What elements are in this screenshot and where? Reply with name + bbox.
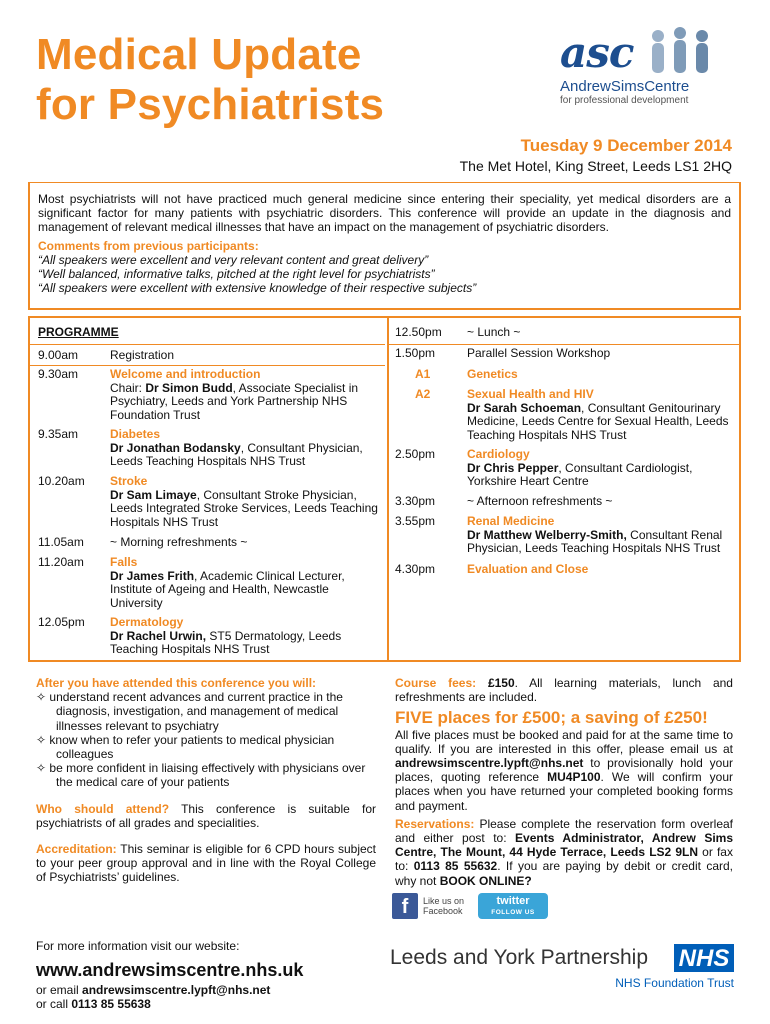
nhs-partnership-name: Leeds and York Partnership (390, 946, 649, 969)
session-speaker: Dr Sarah Schoeman, Consultant Genitourinary Medicine, Leeds Centre for Sexual Health, Leeds Teaching Hospitals NHS Trust (467, 400, 729, 442)
session-speaker: Chair: Dr Simon Budd, Associate Specialist in Psychiatry, Leeds and York Partnership NHS Foundation Trust (110, 380, 359, 422)
social-links (392, 893, 572, 923)
session-title: ~ Morning refreshments ~ (110, 535, 248, 549)
session-time: 10.20am (38, 474, 85, 488)
title-line-2: for Psychiatrists (36, 80, 385, 129)
comment-item: “All speakers were excellent with extensive knowledge of their respective subjects” (38, 281, 477, 296)
contact-phone: or call 0113 85 55638 (36, 997, 151, 1011)
programme-heading: PROGRAMME (38, 325, 119, 339)
comments-title: Comments from previous participants: (38, 238, 259, 253)
intro-box (28, 182, 741, 310)
outcome-item: ✧ be more confident in liaising effectively with physicians over the medical care of your patients (36, 761, 366, 790)
session-title: Dermatology (110, 615, 184, 629)
outcome-item: ✧ know when to refer your patients to medical physician colleagues (36, 732, 335, 762)
nhs-logo (390, 944, 736, 990)
bullet-icon: ✧ (36, 690, 47, 705)
event-date: Tuesday 9 December 2014 (520, 136, 732, 155)
session-title: Evaluation and Close (467, 562, 589, 576)
session-title: Falls (110, 555, 138, 569)
asc-logo-name: AndrewSimsCentre (560, 78, 690, 95)
comment-item: “Well balanced, informative talks, pitched at the right level for psychiatrists” (38, 267, 435, 282)
course-fees: Course fees: £150. All learning materials, lunch and refreshments are included. (395, 676, 733, 705)
session-time: 9.35am (38, 427, 79, 441)
outcome-item: ✧ understand recent advances and current practice in the diagnosis, investigation, and management of medical illnesses relevant to psychiatry (36, 690, 343, 733)
session-time: 3.55pm (395, 514, 436, 528)
info-text: For more information visit our website: (36, 939, 240, 953)
contact-email: or email andrewsimscentre.lypft@nhs.net (36, 983, 271, 997)
outcomes-section (36, 676, 376, 885)
intro-text: Most psychiatrists will not have practiced much general medicine since entering their speciality, yet medical disorders are a significant factor for many patients with psychiatric disorders. This conference will provide an update in the diagnosis and management of relevant medical illnesses that have an impact on the management of psychiatric disorders. (38, 192, 731, 235)
fees-section (395, 676, 733, 888)
session-speaker: Dr Jonathan Bodansky, Consultant Physician, Leeds Teaching Hospitals NHS Trust (110, 440, 363, 469)
programme-box (28, 316, 741, 662)
session-speaker: Dr James Frith, Academic Clinical Lecturer, Institute of Ageing and Health, Newcastle University (110, 568, 345, 610)
session-title: Cardiology (467, 447, 530, 461)
session-title: ~ Afternoon refreshments ~ (467, 494, 613, 508)
nhs-trust-name: NHS Foundation Trust (615, 976, 734, 990)
session-time: 4.30pm (395, 562, 436, 576)
who-should-attend: Who should attend? This conference is suitable for psychiatrists of all grades and specialities. (36, 801, 377, 830)
session-time: 11.05am (38, 535, 84, 549)
accreditation: Accreditation: This seminar is eligible for 6 CPD hours subject to your peer group approval and in line with the Royal College of Psychiatrists’ guidelines. (36, 842, 376, 885)
asc-logo (520, 24, 735, 114)
session-time: 9.00am (38, 348, 79, 362)
facebook-label[interactable]: Like us on Facebook (423, 896, 465, 916)
session-title: Welcome and introduction (110, 367, 261, 381)
session-title: ~ Lunch ~ (467, 325, 521, 339)
page-title (36, 30, 384, 130)
session-title: Parallel Session Workshop (467, 346, 611, 360)
outcomes-title: After you have attended this conference you will: (36, 676, 317, 690)
event-venue: The Met Hotel, King Street, Leeds LS1 2HQ (459, 158, 732, 174)
divider (30, 344, 385, 345)
session-title: Genetics (467, 367, 518, 381)
offer-heading: FIVE places for £500; a saving of £250! (395, 708, 708, 728)
facebook-icon[interactable]: f (392, 893, 418, 919)
divider (389, 344, 741, 345)
session-title: Diabetes (110, 427, 161, 441)
session-speaker: Dr Sam Limaye, Consultant Stroke Physician, Leeds Integrated Stroke Services, Leeds Teaching Hospitals NHS Trust (110, 487, 378, 529)
bullet-icon: ✧ (36, 732, 47, 747)
session-title: Stroke (110, 474, 148, 488)
reservations: Reservations: Please complete the reservation form overleaf and either post to: Events Administrator, Andrew Sims Centre, The Mount, 44 Hyde Terrace, Leeds LS2 9LN or fax to: 0113 85 55632. If you are paying by debit or credit card, why not BOOK ONLINE? (395, 816, 733, 888)
session-title: Renal Medicine (467, 514, 555, 528)
comment-item: “All speakers were excellent and very relevant content and great delivery” (38, 252, 429, 267)
session-time: 2.50pm (395, 447, 436, 461)
website-link[interactable]: www.andrewsimscentre.nhs.uk (36, 960, 304, 980)
offer-text: All five places must be booked and paid for at the same time to qualify. If you are interested in this offer, please email us at andrewsimscentre.lypft@nhs.net to provisionally hold your places, quoting reference MU4P100. We will confirm your places when you have returned your completed booking forms and payment. (395, 727, 733, 813)
offer-email: andrewsimscentre.lypft@nhs.net (395, 756, 584, 771)
session-code: A1 (415, 367, 431, 381)
title-line-1: Medical Update (36, 30, 362, 79)
bullet-icon: ✧ (36, 761, 47, 776)
book-online-link: BOOK ONLINE? (439, 873, 532, 888)
session-time: 3.30pm (395, 494, 436, 508)
programme-right-column (387, 318, 741, 660)
session-speaker: Dr Rachel Urwin, ST5 Dermatology, Leeds Teaching Hospitals NHS Trust (110, 628, 342, 657)
session-code: A2 (415, 387, 431, 401)
session-time: 11.20am (38, 555, 84, 569)
nhs-mark: NHS (674, 944, 734, 972)
session-time: 9.30am (38, 367, 79, 381)
asc-logo-tagline: for professional development (560, 95, 689, 106)
session-speaker: Dr Chris Pepper, Consultant Cardiologist, Yorkshire Heart Centre (467, 460, 693, 489)
session-title: Sexual Health and HIV (467, 387, 594, 401)
session-time: 12.50pm (395, 325, 442, 339)
session-time: 1.50pm (395, 346, 436, 360)
people-silhouette-icon (638, 24, 728, 76)
session-time: 12.05pm (38, 615, 85, 629)
contact-info (36, 939, 303, 1011)
session-title: Registration (110, 348, 175, 362)
session-speaker: Dr Matthew Welberry-Smith, Consultant Renal Physician, Leeds Teaching Hospitals NHS Trust (467, 527, 723, 556)
twitter-follow-button[interactable]: twitter FOLLOW US (478, 893, 548, 919)
divider (30, 365, 385, 366)
asc-logo-mark: asc (560, 28, 634, 77)
